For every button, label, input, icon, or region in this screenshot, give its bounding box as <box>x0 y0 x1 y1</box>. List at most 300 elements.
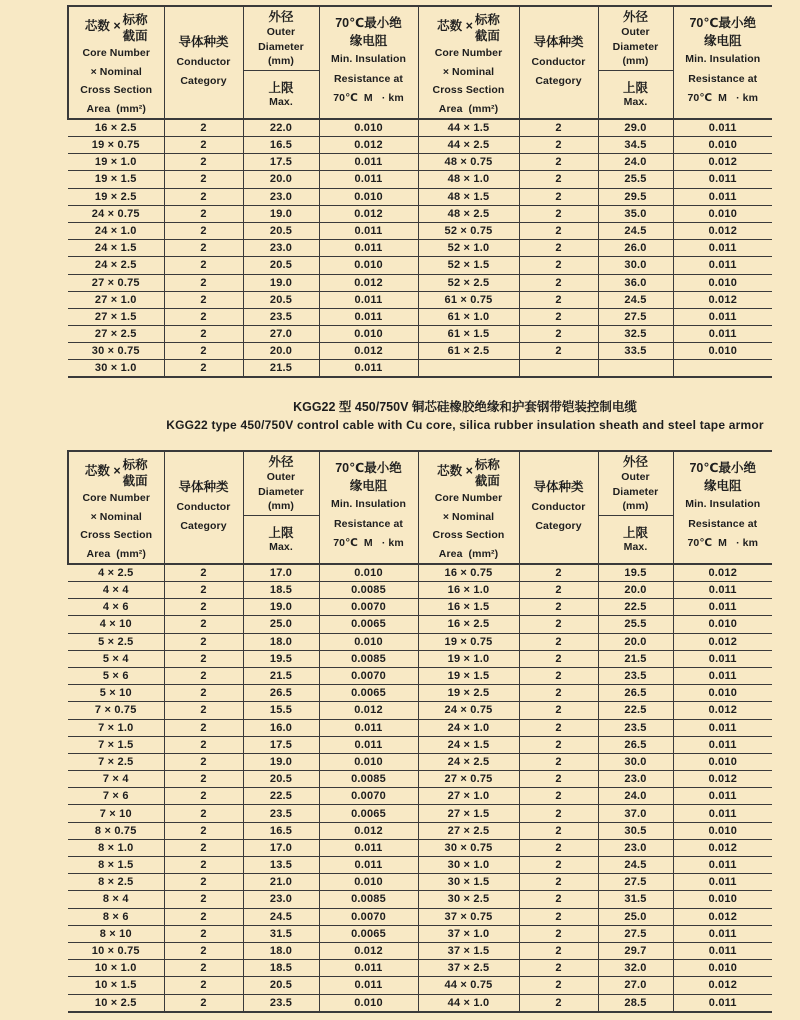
header-resistance-zh1: 70℃最小绝 <box>335 461 402 475</box>
header-diameter-en2: Diameter <box>258 40 304 53</box>
header-core-en1: Core Number <box>434 492 503 504</box>
table-row <box>68 137 772 154</box>
table-cell: 2 <box>164 564 243 582</box>
table-cell: 61 × 1.0 <box>418 308 519 325</box>
header-conductor-en1: Conductor <box>176 56 231 68</box>
table-cell: 17.0 <box>243 564 319 582</box>
header-row <box>68 451 772 564</box>
table-cell: 0.011 <box>319 291 418 308</box>
table-cell: 24 × 2.5 <box>418 753 519 770</box>
table-cell: 0.011 <box>673 942 772 959</box>
table-cell: 61 × 1.5 <box>418 326 519 343</box>
table-cell: 2 <box>164 702 243 719</box>
table-cell: 19.0 <box>243 753 319 770</box>
table-cell: 0.0065 <box>319 805 418 822</box>
header-resistance-en1: Min. Insulation <box>685 498 761 510</box>
table-cell: 0.011 <box>673 308 772 325</box>
spec-table-bottom <box>67 450 772 1013</box>
header-outer-diameter-top <box>244 7 319 71</box>
table-cell: 0.011 <box>673 925 772 942</box>
table-cell: 0.010 <box>319 874 418 891</box>
table-cell: 0.011 <box>673 994 772 1012</box>
table-cell: 24.5 <box>243 908 319 925</box>
table-cell: 0.010 <box>319 119 418 137</box>
table-cell: 21.5 <box>243 667 319 684</box>
header-core-en1: Core Number <box>82 47 151 59</box>
table-row <box>68 702 772 719</box>
table-cell: 8 × 0.75 <box>68 822 164 839</box>
table-cell: 0.011 <box>673 788 772 805</box>
table-cell: 0.012 <box>319 822 418 839</box>
header-conductor-column <box>519 451 598 564</box>
table-row <box>68 257 772 274</box>
table-cell: 22.0 <box>243 119 319 137</box>
table-cell: 0.010 <box>673 205 772 222</box>
table-cell: 31.5 <box>598 891 673 908</box>
table-top-header <box>68 6 772 119</box>
table-cell: 37 × 1.0 <box>418 925 519 942</box>
table-cell: 2 <box>519 257 598 274</box>
table-cell: 21.0 <box>243 874 319 891</box>
table-cell: 8 × 6 <box>68 908 164 925</box>
table-cell: 0.0070 <box>319 599 418 616</box>
table-cell: 2 <box>519 839 598 856</box>
table-cell: 2 <box>519 994 598 1012</box>
table-cell: 2 <box>164 582 243 599</box>
table-cell: 23.5 <box>243 805 319 822</box>
table-cell: 15.5 <box>243 702 319 719</box>
header-conductor-en2: Category <box>535 75 582 87</box>
table-cell: 2 <box>519 222 598 239</box>
table-cell: 27 × 1.0 <box>68 291 164 308</box>
table-row <box>68 308 772 325</box>
header-core-number-column <box>68 6 164 119</box>
table-cell: 30.0 <box>598 257 673 274</box>
table-row <box>68 977 772 994</box>
header-core-zh-bottom: 截面 <box>122 474 148 488</box>
table-cell: 0.011 <box>673 650 772 667</box>
header-resistance-column <box>673 6 772 119</box>
table-cell: 0.010 <box>673 137 772 154</box>
table-cell: 2 <box>164 188 243 205</box>
header-diameter-en2: Diameter <box>258 485 304 498</box>
header-resistance-en1: Min. Insulation <box>331 498 406 510</box>
table-cell: 2 <box>164 240 243 257</box>
header-diameter-en2: Diameter <box>612 485 659 498</box>
header-resistance-en3: 70℃ M · km <box>333 537 404 549</box>
table-cell: 2 <box>519 205 598 222</box>
header-limit-zh: 上限 <box>268 525 294 540</box>
table-cell: 2 <box>164 326 243 343</box>
table-cell: 2 <box>519 240 598 257</box>
table-cell: 2 <box>519 771 598 788</box>
header-resistance-column <box>673 451 772 564</box>
header-outer-diameter-top <box>599 7 673 71</box>
table-cell: 20.5 <box>243 771 319 788</box>
table-cell: 2 <box>519 582 598 599</box>
table-row <box>68 667 772 684</box>
table-cell: 37 × 0.75 <box>418 908 519 925</box>
header-core-zh-bottom: 截面 <box>474 474 500 488</box>
table-cell: 0.011 <box>673 326 772 343</box>
table-cell: 2 <box>519 960 598 977</box>
table-cell: 0.012 <box>673 154 772 171</box>
table-cell: 0.011 <box>319 857 418 874</box>
table-cell: 30 × 2.5 <box>418 891 519 908</box>
table-row <box>68 925 772 942</box>
table-cell: 2 <box>519 857 598 874</box>
header-resistance-en2: Resistance at <box>688 517 758 530</box>
table-cell: 26.5 <box>598 736 673 753</box>
header-limit-zh: 上限 <box>622 525 648 540</box>
table-cell: 16.5 <box>243 137 319 154</box>
table-cell: 25.0 <box>243 616 319 633</box>
table-cell: 7 × 2.5 <box>68 753 164 770</box>
table-cell: 16.5 <box>243 822 319 839</box>
table-cell: 0.012 <box>319 137 418 154</box>
table-cell: 2 <box>164 874 243 891</box>
table-cell: 17.5 <box>243 736 319 753</box>
table-cell: 20.5 <box>243 977 319 994</box>
table-cell: 5 × 6 <box>68 667 164 684</box>
header-core-zh-prefix: 芯数 × <box>437 464 473 478</box>
table-cell: 0.012 <box>319 702 418 719</box>
table-cell: 52 × 0.75 <box>418 222 519 239</box>
table-cell: 27.5 <box>598 308 673 325</box>
table-cell: 2 <box>164 857 243 874</box>
table-cell: 24.5 <box>598 222 673 239</box>
header-upper-limit <box>599 516 673 563</box>
header-core-zh-bottom: 截面 <box>122 29 148 43</box>
table-cell: 48 × 0.75 <box>418 154 519 171</box>
table-cell: 44 × 1.0 <box>418 994 519 1012</box>
table-cell: 19 × 0.75 <box>418 633 519 650</box>
table-row <box>68 291 772 308</box>
table-cell: 26.5 <box>243 685 319 702</box>
table-cell: 0.010 <box>319 994 418 1012</box>
table-cell: 26.5 <box>598 685 673 702</box>
table-cell: 2 <box>164 222 243 239</box>
header-core-zh-prefix: 芯数 × <box>84 464 121 478</box>
table-cell: 2 <box>519 633 598 650</box>
table-cell: 0.010 <box>673 891 772 908</box>
table-cell: 27.0 <box>598 977 673 994</box>
table-row <box>68 857 772 874</box>
table-cell: 2 <box>519 925 598 942</box>
table-cell: 2 <box>519 788 598 805</box>
table-cell: 20.0 <box>598 633 673 650</box>
table-cell: 0.011 <box>673 857 772 874</box>
header-conductor-box <box>165 7 243 118</box>
header-outer-diameter-top <box>244 452 319 516</box>
header-outer-diameter-column <box>243 451 319 564</box>
table-cell: 24 × 0.75 <box>418 702 519 719</box>
header-core-number-column <box>418 6 519 119</box>
header-core-zh <box>69 457 164 489</box>
table-cell: 2 <box>164 171 243 188</box>
table-cell: 29.0 <box>598 119 673 137</box>
table-cell: 0.011 <box>673 667 772 684</box>
table-cell: 2 <box>164 599 243 616</box>
table-cell: 0.0065 <box>319 616 418 633</box>
table-cell: 0.012 <box>673 291 772 308</box>
header-outer-diameter-column <box>243 6 319 119</box>
table-cell: 0.0085 <box>319 891 418 908</box>
table-cell: 2 <box>164 805 243 822</box>
table-cell: 0.011 <box>319 719 418 736</box>
header-resistance-en1: Min. Insulation <box>685 53 761 65</box>
header-core-en4: Area (mm²) <box>86 547 146 560</box>
table-cell: 2 <box>164 154 243 171</box>
table-cell: 61 × 2.5 <box>418 343 519 360</box>
table-cell: 0.012 <box>673 564 772 582</box>
table-cell: 18.0 <box>243 633 319 650</box>
table-cell: 16 × 0.75 <box>418 564 519 582</box>
table-cell: 0.011 <box>319 960 418 977</box>
header-conductor-en2: Category <box>180 520 227 532</box>
table-cell: 2 <box>164 788 243 805</box>
table-cell: 0.012 <box>673 977 772 994</box>
table-cell: 0.012 <box>673 702 772 719</box>
table-cell: 2 <box>164 977 243 994</box>
table-cell: 0.010 <box>673 960 772 977</box>
table-row <box>68 274 772 291</box>
table-cell: 0.011 <box>673 171 772 188</box>
table-cell: 2 <box>164 205 243 222</box>
header-resistance-en1: Min. Insulation <box>331 53 406 65</box>
header-core-zh-top: 标称 <box>474 458 500 472</box>
header-diameter-zh: 外径 <box>268 10 294 24</box>
header-core-en3: Cross Section <box>432 84 505 96</box>
table-cell: 0.010 <box>673 274 772 291</box>
header-diameter-en1: Outer <box>621 26 650 38</box>
header-conductor-column <box>164 451 243 564</box>
table-cell: 18.5 <box>243 960 319 977</box>
header-outer-diameter-top <box>599 452 673 516</box>
table-cell: 24 × 1.5 <box>68 240 164 257</box>
table-cell: 0.011 <box>319 308 418 325</box>
table-cell: 0.0070 <box>319 788 418 805</box>
header-core-zh <box>69 12 164 44</box>
table-cell: 2 <box>164 960 243 977</box>
table-cell: 0.012 <box>319 343 418 360</box>
section-title <box>0 398 800 434</box>
table-row <box>68 154 772 171</box>
table-row <box>68 942 772 959</box>
table-cell: 27.5 <box>598 925 673 942</box>
header-diameter-en2: Diameter <box>612 40 659 53</box>
table-cell: 2 <box>164 719 243 736</box>
table-cell: 19.0 <box>243 205 319 222</box>
table-cell: 24.5 <box>598 291 673 308</box>
table-cell: 0.011 <box>673 582 772 599</box>
table-cell: 2 <box>164 308 243 325</box>
header-conductor-zh: 导体种类 <box>533 480 584 494</box>
header-resistance-en3: 70℃ M · km <box>687 92 759 104</box>
table-cell: 0.011 <box>673 119 772 137</box>
table-cell: 2 <box>164 908 243 925</box>
table-cell: 19 × 1.0 <box>68 154 164 171</box>
table-cell: 20.5 <box>243 222 319 239</box>
table-cell: 22.5 <box>598 599 673 616</box>
table-cell: 21.5 <box>598 650 673 667</box>
table-cell: 0.010 <box>673 685 772 702</box>
table-cell: 10 × 0.75 <box>68 942 164 959</box>
table-cell: 0.012 <box>673 839 772 856</box>
header-core-en3: Cross Section <box>80 529 153 541</box>
header-conductor-box <box>520 7 598 118</box>
table-cell: 20.5 <box>243 291 319 308</box>
table-cell: 0.010 <box>319 633 418 650</box>
table-cell: 2 <box>519 119 598 137</box>
header-diameter-en1: Outer <box>621 471 650 483</box>
table-cell: 2 <box>519 736 598 753</box>
header-resistance-zh2: 缘电阻 <box>349 479 388 493</box>
table-cell: 27 × 2.5 <box>68 326 164 343</box>
header-core-zh-bottom: 截面 <box>474 29 500 43</box>
header-core-zh <box>419 457 519 489</box>
table-cell: 2 <box>519 188 598 205</box>
table-cell: 2 <box>519 874 598 891</box>
header-core-number-column <box>68 451 164 564</box>
table-cell: 52 × 2.5 <box>418 274 519 291</box>
table-row <box>68 822 772 839</box>
table-cell: 25.5 <box>598 171 673 188</box>
table-cell: 10 × 2.5 <box>68 994 164 1012</box>
table-cell: 23.5 <box>243 308 319 325</box>
table-cell: 0.010 <box>673 822 772 839</box>
table-cell: 35.0 <box>598 205 673 222</box>
table-cell: 19 × 0.75 <box>68 137 164 154</box>
table-cell: 29.5 <box>598 188 673 205</box>
table-cell: 0.0065 <box>319 685 418 702</box>
table-cell: 8 × 2.5 <box>68 874 164 891</box>
table-cell: 19 × 2.5 <box>418 685 519 702</box>
header-core-zh-prefix: 芯数 × <box>84 19 121 33</box>
table-cell: 0.011 <box>673 240 772 257</box>
header-conductor-en2: Category <box>535 520 582 532</box>
table-cell: 18.5 <box>243 582 319 599</box>
table-cell: 2 <box>164 839 243 856</box>
table-cell: 0.011 <box>319 360 418 378</box>
table-cell: 0.011 <box>673 599 772 616</box>
table-cell: 2 <box>519 908 598 925</box>
table-cell: 2 <box>519 599 598 616</box>
table-cell: 2 <box>519 667 598 684</box>
table-row <box>68 205 772 222</box>
table-cell: 2 <box>519 719 598 736</box>
table-row <box>68 582 772 599</box>
table-row <box>68 908 772 925</box>
table-cell: 2 <box>164 616 243 633</box>
table-row <box>68 188 772 205</box>
header-resistance-column <box>319 451 418 564</box>
table-cell: 37 × 2.5 <box>418 960 519 977</box>
table-cell: 2 <box>519 891 598 908</box>
table-row <box>68 891 772 908</box>
table-cell: 27.0 <box>243 326 319 343</box>
table-cell: 32.5 <box>598 326 673 343</box>
header-core-zh-stack <box>475 457 500 489</box>
table-cell: 48 × 1.5 <box>418 188 519 205</box>
header-core-zh-top: 标称 <box>122 458 148 472</box>
table-cell: 24 × 1.5 <box>418 736 519 753</box>
table-cell: 19 × 1.5 <box>418 667 519 684</box>
table-cell: 0.011 <box>673 736 772 753</box>
table-cell: 4 × 6 <box>68 599 164 616</box>
table-cell: 19 × 1.0 <box>418 650 519 667</box>
table-cell: 0.011 <box>319 171 418 188</box>
table-cell: 10 × 1.0 <box>68 960 164 977</box>
table-cell: 33.5 <box>598 343 673 360</box>
header-core-zh-stack <box>475 12 500 44</box>
header-resistance-zh1: 70℃最小绝 <box>689 16 757 30</box>
header-diameter-zh: 外径 <box>622 455 648 469</box>
table-cell: 2 <box>164 685 243 702</box>
table-cell: 26.0 <box>598 240 673 257</box>
table-cell: 8 × 1.0 <box>68 839 164 856</box>
table-cell: 2 <box>519 805 598 822</box>
header-diameter-en3: (mm) <box>622 500 649 512</box>
table-cell: 0.012 <box>319 274 418 291</box>
header-core-en2: × Nominal <box>90 510 142 523</box>
table-row <box>68 874 772 891</box>
header-limit-en: Max. <box>269 95 293 108</box>
table-cell: 2 <box>164 633 243 650</box>
spec-table-top <box>67 5 772 378</box>
table-cell: 30 × 1.0 <box>418 857 519 874</box>
table-cell: 2 <box>164 119 243 137</box>
table-cell: 2 <box>164 942 243 959</box>
table-cell: 23.5 <box>598 719 673 736</box>
table-cell: 2 <box>519 171 598 188</box>
table-cell: 2 <box>164 753 243 770</box>
table-cell: 2 <box>164 291 243 308</box>
table-cell: 2 <box>519 326 598 343</box>
table-cell: 0.011 <box>319 839 418 856</box>
table-cell: 29.7 <box>598 942 673 959</box>
table-cell: 4 × 4 <box>68 582 164 599</box>
table-cell: 0.010 <box>673 616 772 633</box>
table-row <box>68 633 772 650</box>
table-row <box>68 326 772 343</box>
table-cell: 0.011 <box>319 977 418 994</box>
table-cell: 2 <box>519 274 598 291</box>
header-limit-zh: 上限 <box>268 80 294 95</box>
table-cell: 23.0 <box>243 240 319 257</box>
header-resistance-zh1: 70℃最小绝 <box>689 461 757 475</box>
table-cell: 27.5 <box>598 874 673 891</box>
table-cell: 19 × 2.5 <box>68 188 164 205</box>
table-cell: 20.0 <box>243 171 319 188</box>
table-cell: 31.5 <box>243 925 319 942</box>
header-resistance-zh2: 缘电阻 <box>349 34 388 48</box>
header-conductor-column <box>164 6 243 119</box>
table-cell: 17.0 <box>243 839 319 856</box>
table-cell: 2 <box>164 650 243 667</box>
table-cell: 4 × 10 <box>68 616 164 633</box>
table-row <box>68 119 772 137</box>
table-cell: 0.010 <box>319 257 418 274</box>
table-cell: 25.0 <box>598 908 673 925</box>
table-cell: 0.0085 <box>319 771 418 788</box>
table-cell: 2 <box>164 257 243 274</box>
table-row <box>68 599 772 616</box>
header-resistance-box <box>320 452 418 554</box>
table-row <box>68 960 772 977</box>
table-cell: 8 × 1.5 <box>68 857 164 874</box>
table-cell: 16 × 1.5 <box>418 599 519 616</box>
